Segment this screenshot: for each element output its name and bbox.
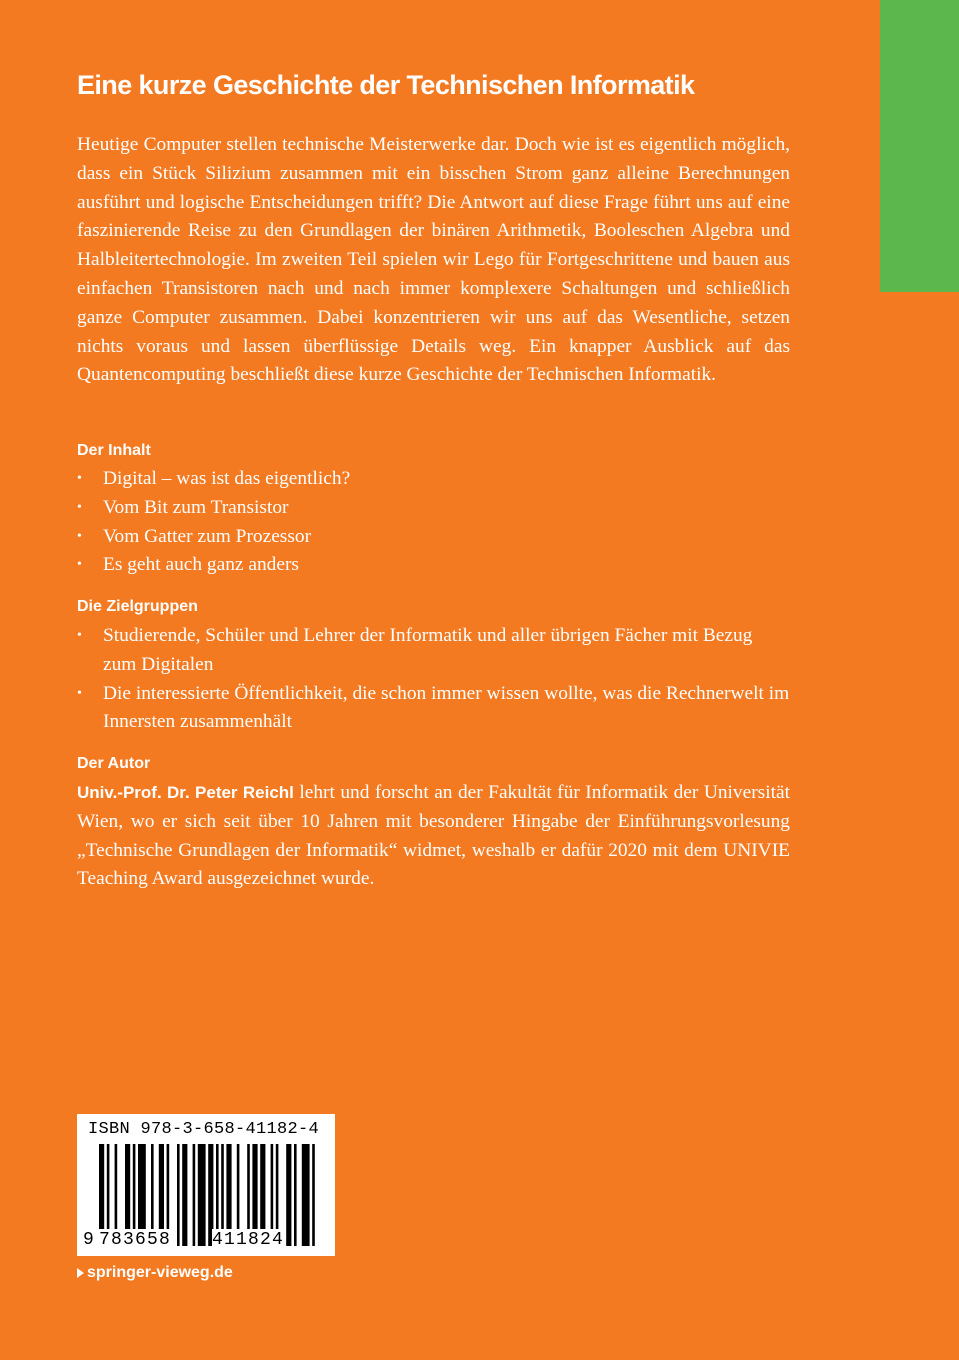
audience-heading: Die Zielgruppen — [77, 598, 198, 615]
list-item: • Es geht auch ganz anders — [77, 551, 790, 580]
website-label: springer-vieweg.de — [87, 1264, 233, 1281]
accent-tab — [880, 0, 959, 292]
intro-paragraph: Heutige Computer stellen technische Meisterwerke dar. Doch wie ist es eigentlich möglich, dass ein Stück Silizium zusammen mit ein bisschen Strom ganz alleine Berechnungen ausführt und logische Entscheidungen trifft? Die Antwort auf diese Frage führt uns auf eine faszinierende Reise zu den Grundlagen der binären Arithmetik, Booleschen Algebra und Halbleitertechnologie. Im zweiten Teil spielen wir Lego für Fortgeschrittene und bauen aus einfachen Transistoren nach und nach immer komplexere Schaltungen und schließlich ganze Computer zusammen. Dabei konzentrieren wir uns auf das Wesentliche, setzen nichts voraus und lassen überflüssige Details weg. Ein knapper Ausblick auf das Quantencomputing beschließt diese kurze Geschichte der Technischen Informatik. — [77, 134, 790, 386]
ean-left-digits: 783658 — [99, 1230, 172, 1250]
arrow-right-icon — [77, 1268, 84, 1278]
list-item: • Vom Gatter zum Prozessor — [77, 523, 790, 552]
contents-list — [77, 465, 790, 580]
list-item: • Digital – was ist das eigentlich? — [77, 465, 790, 494]
isbn-barcode — [77, 1114, 335, 1256]
ean-first-digit: 9 — [83, 1230, 94, 1250]
author-heading: Der Autor — [77, 755, 151, 772]
author-bio-text: lehrt und forscht an der Fakultät für Informatik der Universität Wien, wo er sich seit über 10 Jahren mit besonderer Hingabe der Einführungsvorlesung „Technische Grundlagen der Informatik“ widmet, weshalb er dafür 2020 mit dem UNIVIE Teaching Award ausgezeichnet wurde. — [77, 782, 790, 890]
list-item: • Vom Bit zum Transistor — [77, 494, 790, 523]
author-name: Univ.-Prof. Dr. Peter Reichl — [77, 783, 294, 802]
ean-right-digits: 411824 — [212, 1230, 285, 1250]
author-bio — [77, 779, 790, 894]
audience-list — [77, 622, 790, 737]
list-item: • Die interessierte Öffentlichkeit, die schon immer wissen wollte, was die Rechnerwelt im Innersten zusammenhält — [77, 680, 790, 738]
book-title: Eine kurze Geschichte der Technischen Informatik — [77, 70, 695, 100]
list-item: • Studierende, Schüler und Lehrer der Informatik und aller übrigen Fächer mit Bezug zum Digitalen — [77, 622, 790, 680]
isbn-label: ISBN 978-3-658-41182-4 — [88, 1120, 320, 1139]
contents-heading: Der Inhalt — [77, 442, 151, 459]
publisher-website[interactable] — [77, 1264, 233, 1282]
